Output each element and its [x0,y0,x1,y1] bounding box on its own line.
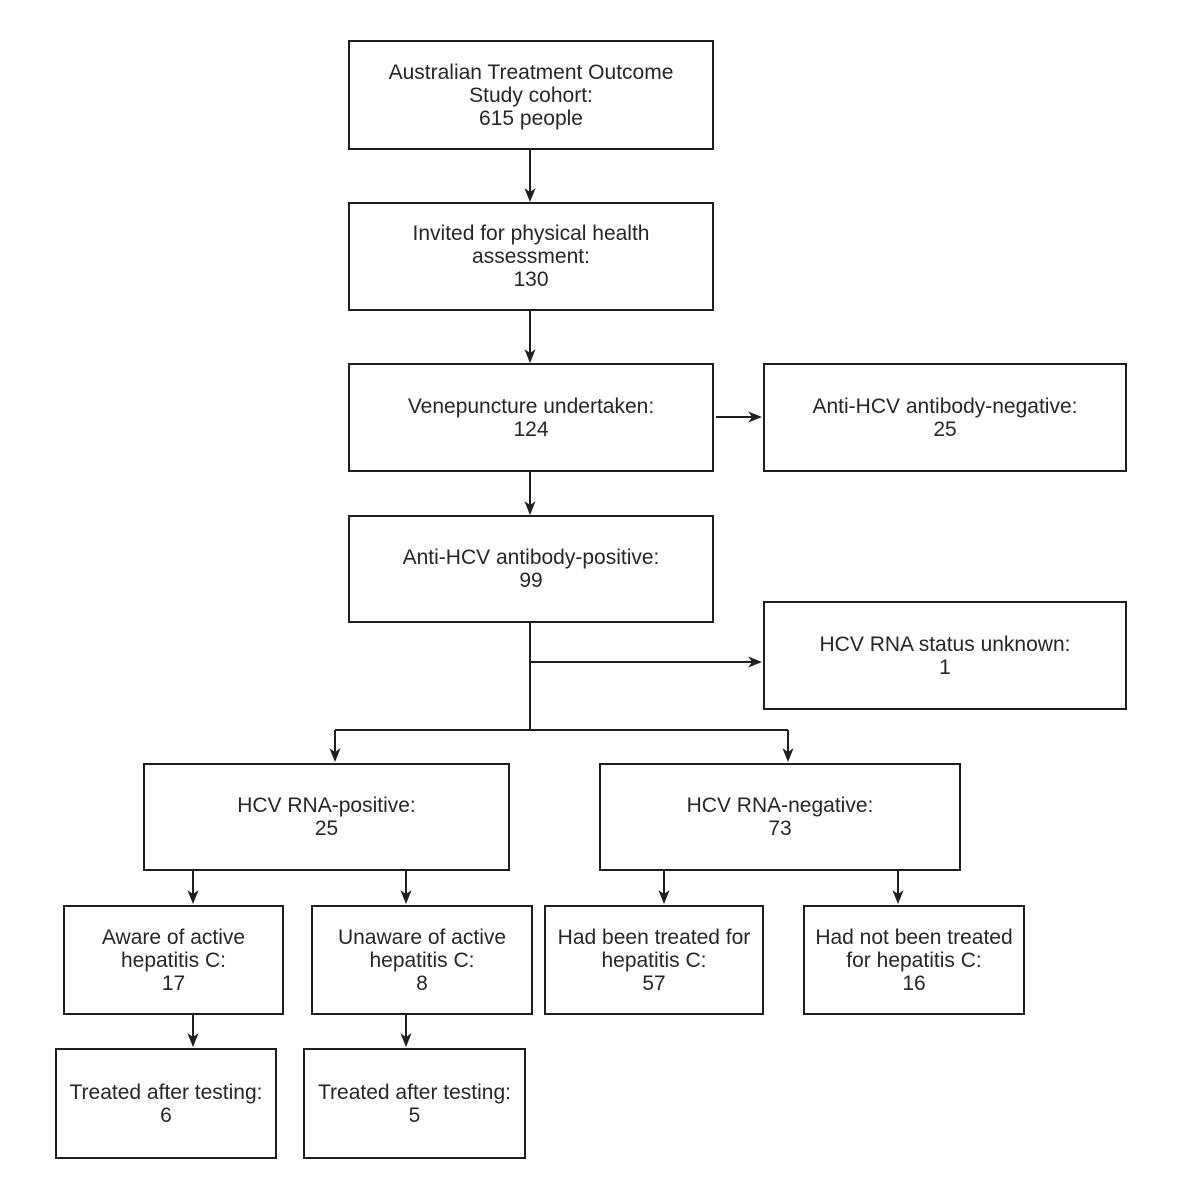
flow-node-treated-after-6-line-0: Treated after testing: [69,1080,263,1104]
flow-node-rna-positive [143,763,510,871]
flow-node-not-treated-prior-line-0: Had not been treated [815,925,1013,949]
flow-node-cohort-line-1: Study cohort: [469,83,593,107]
flow-node-invited-line-0: Invited for physical health [412,222,650,245]
flow-node-aware-line-0: Aware of active [101,925,246,949]
flow-node-rna-unknown [763,601,1127,710]
flow-node-treated-prior-line-2: 57 [642,971,666,995]
flow-node-venepuncture-line-1: 124 [513,417,549,441]
flow-node-antibody-positive-line-1: 99 [519,569,543,592]
flow-node-treated-prior [544,905,764,1015]
flow-node-antibody-negative-line-0: Anti-HCV antibody-negative: [812,394,1078,418]
flow-node-cohort-line-0: Australian Treatment Outcome [388,60,674,84]
flow-node-invited [348,202,714,311]
flow-node-cohort-line-2: 615 people [479,106,583,130]
flow-node-not-treated-prior-line-1: for hepatitis C: [846,948,982,972]
flow-node-unaware-line-2: 8 [416,971,428,995]
flow-node-treated-after-6 [55,1048,277,1159]
flow-node-not-treated-prior [803,905,1025,1015]
flow-node-treated-prior-line-1: hepatitis C: [601,948,707,972]
flow-node-treated-after-5-line-1: 5 [408,1103,421,1127]
flow-node-unaware-line-0: Unaware of active [337,925,507,949]
flow-node-not-treated-prior-line-2: 16 [902,971,926,995]
flow-node-antibody-positive [348,515,714,623]
flow-node-treated-after-5 [303,1048,526,1159]
flow-node-antibody-negative-line-1: 25 [933,417,957,441]
flow-node-treated-prior-line-0: Had been treated for [557,925,751,949]
flow-node-rna-unknown-line-1: 1 [939,655,951,679]
flow-node-venepuncture [348,363,714,472]
flow-node-aware-line-1: hepatitis C: [120,948,227,972]
flow-node-unaware-line-1: hepatitis C: [369,948,475,972]
flow-node-rna-negative-line-1: 73 [768,817,792,840]
flow-node-invited-line-1: assessment: [472,245,590,268]
flow-node-unaware [311,905,533,1015]
flow-node-rna-positive-line-1: 25 [314,817,339,840]
flow-node-rna-negative [599,763,961,871]
flow-node-antibody-positive-line-0: Anti-HCV antibody-positive: [402,546,660,569]
flow-node-rna-positive-line-0: HCV RNA-positive: [237,794,416,817]
flow-node-aware [63,905,284,1015]
flow-node-aware-line-2: 17 [161,971,186,995]
flow-node-treated-after-6-line-1: 6 [160,1103,172,1127]
flow-node-venepuncture-line-0: Venepuncture undertaken: [407,394,655,418]
flow-node-treated-after-5-line-0: Treated after testing: [318,1080,511,1104]
flow-node-cohort [348,40,714,150]
flow-node-rna-negative-line-0: HCV RNA-negative: [686,794,874,817]
flow-node-rna-unknown-line-0: HCV RNA status unknown: [819,632,1071,656]
flow-node-antibody-negative [763,363,1127,472]
flow-node-invited-line-2: 130 [513,268,549,291]
